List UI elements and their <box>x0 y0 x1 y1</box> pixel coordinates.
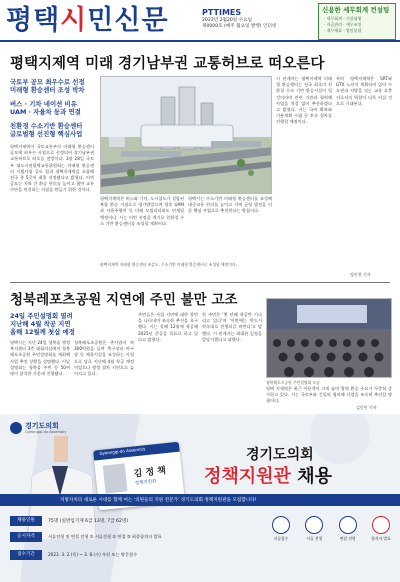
article1-headline[interactable]: 평택지제역 미래 경기남부권 교통허브로 떠오른다 <box>10 56 325 72</box>
article2-subheads <box>10 312 100 336</box>
article1-col2a: 평택지제역은 버스와 기차, 도시철도가 결합된 복합 환승 거점으로 평가받았으며 향후 UAM과 자율주행차 등 미래 모빌리티와도 연계될 예정이다. 시는 이번 선정을 계기로 친환경 수소 기반 환승센터를 조성할 계획이다. <box>100 196 184 226</box>
subhead: UAM · 자율차 등과 연결 <box>10 108 81 116</box>
article1-subheads <box>10 78 96 138</box>
ad-step-label: 합격자 발표 <box>371 536 391 541</box>
ad-step <box>333 516 363 542</box>
ad-org-name: 경기도의회 <box>25 422 59 430</box>
subhead: 지난해 4월 착공 지연 <box>10 320 71 328</box>
ad-description: 지방자치의 새로운 시대를 함께 여는 '의원들의 지원 전문가' 경기도의회 정책지원관을 모집합니다! <box>60 498 257 503</box>
step-circle-icon <box>305 516 323 534</box>
ad-step <box>366 516 396 542</box>
subhead: 친환경 수소기반 환승센터 <box>10 122 83 130</box>
brand-name: PTTIMES <box>202 8 242 17</box>
top-ad-line: · 세무회계 · 기장대행 <box>324 16 362 21</box>
article2-byline: 김동민 기자 <box>356 405 377 410</box>
top-ad-line: · 자금관리 · 세무조정 <box>324 22 362 27</box>
newspaper-logo[interactable] <box>6 4 169 38</box>
article2-col5: 평택 지제역은 최근 이용객이 크게 늘며 광역 환승 수요가 꾸준히 증가하고 있다. 시는 국토부와 긴밀히 협의해 사업을 조속히 추진할 방침이다. <box>266 386 392 404</box>
article1-col4: 특히 평택지제역은 SRT와 GTX 노선이 계획되어 있어 수도권과 지방을 잇는 교통 요충지로서의 역할이 더욱 커질 것으로 기대된다. <box>336 76 392 106</box>
article2-col2: 청북레포츠공원은 총사업비 약 300억원을 들여 축구장과 야구장 등 체육시설을 조성하는 사업으로 당초 지난해 4월 착공 예정이었으나 행정 절차 지연으로 늦어지고 있다. <box>74 340 134 377</box>
ad-title-line1: 경기도의회 <box>246 447 314 463</box>
ad-step <box>299 516 329 542</box>
divider <box>10 282 390 283</box>
ad-info-value: 2023. 3. 2.(목) ~ 3. 8.(수) 우편 또는 방문접수 <box>48 552 138 557</box>
ad-info-value: 서류전형 및 면접 전형 ① 서류전형 ② 면접 ③ 최종합격자 발표 <box>48 534 162 539</box>
ad-info-row <box>10 514 256 528</box>
id-card-role: 정책지원관 <box>134 479 157 487</box>
article2-headline[interactable]: 청북레포츠공원 지연에 주민 불만 고조 <box>10 292 238 308</box>
issue-date: 2023년 2월20일 수요일 <box>202 18 253 23</box>
ad-process-steps <box>266 516 396 542</box>
article2-photo <box>266 298 392 378</box>
ad-info-label: 채용인원 <box>10 516 42 526</box>
ad-info-label: 접수기간 <box>10 550 42 560</box>
article1-photo <box>100 76 272 194</box>
ad-org-sub: Gyeonggi-do Assembly <box>25 430 67 434</box>
id-card-org: Gyeonggi-do Assembly <box>99 446 146 456</box>
ad-info-value: 75명 (일반임기제 6급 13명, 7급 62명) <box>48 519 129 524</box>
subhead: 버스 · 기차 네이션 비유 <box>10 100 77 108</box>
ad-title-line2 <box>204 462 332 488</box>
top-ad-title: 신용한 세무회계 컨설팅 <box>322 6 390 14</box>
article1-col2b: 평택시는 수소기반 미래형 환승센터를 조성해 대중교통 편의를 높이고 지역 균형 발전을 이끌 핵심 사업으로 추진한다는 방침이다. <box>188 196 272 214</box>
issue-number: 제0000호 (매주 월요일 발행) 인터넷 <box>202 24 277 29</box>
assembly-logo-icon <box>10 422 22 434</box>
subhead: 미래형 환승센터 조성 박차 <box>10 86 85 94</box>
ad-info-rows <box>10 514 256 564</box>
ad-step <box>266 516 296 542</box>
article1-byline: 정진천 기자 <box>350 272 371 277</box>
step-circle-icon <box>339 516 357 534</box>
id-photo-placeholder <box>103 463 128 493</box>
article2-col3: 주민들은 사업 지연에 대한 불만을 나타내며 조속한 추진을 요구했다. 시는 올해 12월께 착공해 2025년 준공을 목표로 하고 있다고 밝혔다. <box>138 312 198 342</box>
subhead: 국토부 공모 최우수로 선정 <box>10 78 85 86</box>
subhead: 24일 주민설명회 열려 <box>10 312 73 320</box>
logo-text-mid: 민 <box>87 5 115 36</box>
ad-title-highlight: 정책지원관 <box>204 466 291 487</box>
top-ad-line: · 재무제표 · 법인설립 <box>324 28 362 33</box>
article1-col3: 시 관계자는 평택지제역 미래형 환승센터는 전국 최초의 친환경 수소 기반 환승시설이 될 것이라며 관련 기관과 협력해 사업을 차질 없이 추진하겠다고 밝혔다. 시는 국비 확보와 기본계획 수립 등 후속 절차를 진행할 예정이다. <box>276 76 332 125</box>
step-circle-icon <box>372 516 390 534</box>
ad-info-label: 응시자격 <box>10 532 42 542</box>
article2-col1: 평택시는 지난 24일 청북읍 행정복지센터 3층 대회의실에서 청북레포츠공원 주민설명회를 개최해 사업 추진 상황을 설명했다. 이날 설명회는 청북읍 주민 등 50여 명이 참석한 가운데 진행됐다. <box>10 340 70 377</box>
subhead: 글로벌형 선진형 핵심사업 <box>10 130 83 138</box>
ad-step-label: 면접 전형 <box>339 536 356 541</box>
top-ad-list <box>324 16 394 34</box>
ad-title-suffix: 채용 <box>290 466 332 487</box>
article2-col4: 한 주민은 '몇 년째 착공만 기다리고 있다'며 '이번에는 반드시 약속대로 진행되길 바란다'고 말했다. 시 관계자는 최대한 일정을 앞당기겠다고 답했다. <box>202 312 262 342</box>
ad-step-label: 서류접수 <box>273 536 289 541</box>
logo-accent: 시 <box>60 5 88 36</box>
station-illustration <box>101 77 272 194</box>
issue-info <box>202 18 297 30</box>
meeting-illustration <box>267 299 392 378</box>
logo-text-end: 신문 <box>114 5 169 36</box>
article1-col1: 평택지제역이 국토교통부의 미래형 환승센터 공모에 최우수 사업으로 선정되어 경기남부권 교통허브로 떠오를 전망이다. 3월 28일 국토부 대도시권광역교통위원회는 미래형 환승센터 시범사업 공모 결과 평택지제역을 포함해 전국 총 5곳이 최종 선정됐다고 밝혔다. 이번 공모는 지역 간 환승 편의를 높이고 첨단 교통수단을 연결하는 거점을 만들기 위한 것이다. <box>10 144 94 193</box>
id-card-name: 김 정 책 <box>133 466 167 480</box>
article2-photo-caption: 청북레포츠공원 주민설명회 모습 <box>266 380 320 385</box>
ad-step-label: 서류 전형 <box>306 536 323 541</box>
subhead: 올해 12월께 첫삽 예정 <box>10 328 75 336</box>
ad-info-row <box>10 528 256 546</box>
ad-info-row <box>10 546 256 564</box>
article1-photo-caption: 평택지제역 미래형 환승센터 조감도. 수소기반 미래형 환승센터로 조성될 예정이다. <box>100 262 237 267</box>
step-circle-icon <box>272 516 290 534</box>
logo-text: 평택 <box>6 5 61 36</box>
